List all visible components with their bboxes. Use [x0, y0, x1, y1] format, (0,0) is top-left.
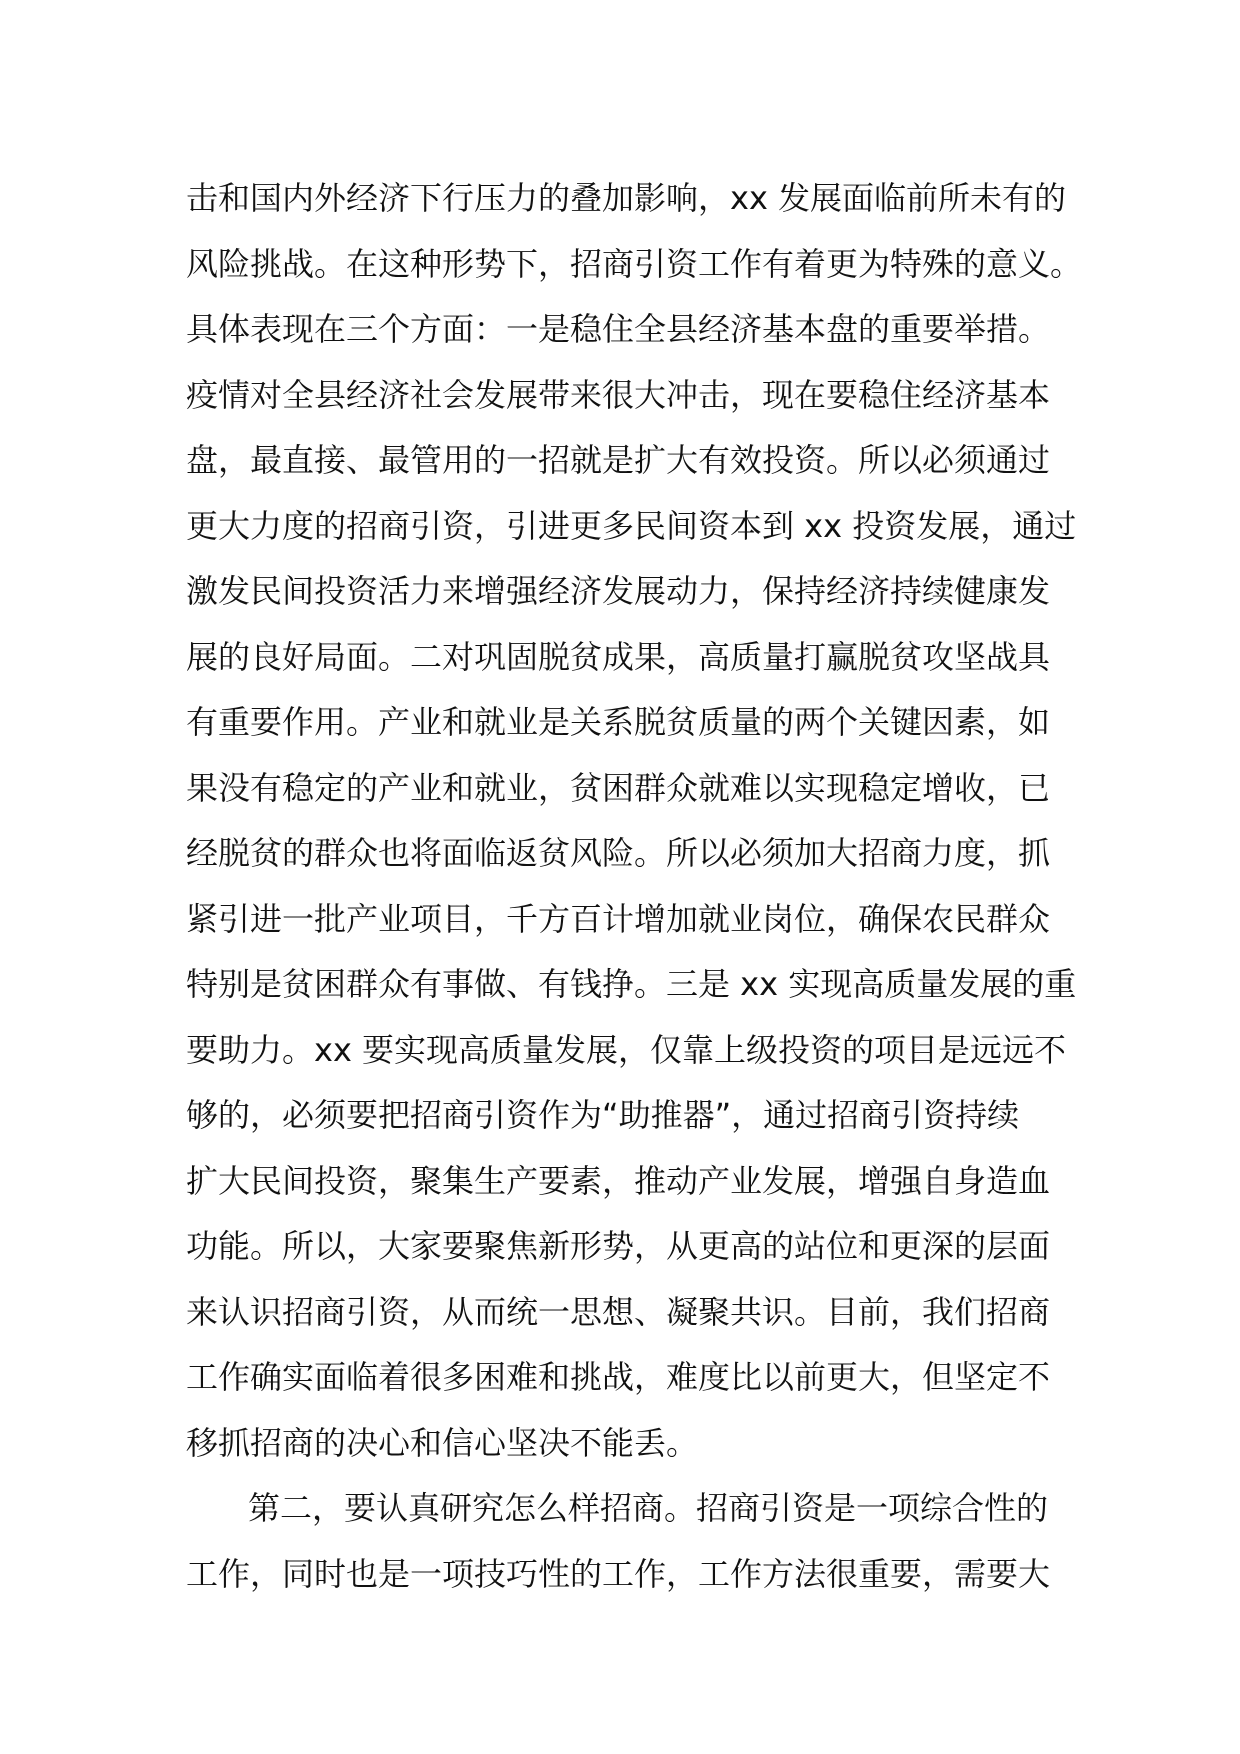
text-line: 要助力。xx 要实现高质量发展，仅靠上级投资的项目是远远不: [186, 1030, 1067, 1069]
text-line: 扩大民间投资，聚集生产要素，推动产业发展，增强自身造血: [186, 1161, 1051, 1200]
text-line: 工作，同时也是一项技巧性的工作，工作方法很重要，需要大: [186, 1554, 1051, 1593]
text-line: 更大力度的招商引资，引进更多民间资本到 xx 投资发展，通过: [186, 506, 1077, 545]
text-line: 果没有稳定的产业和就业，贫困群众就难以实现稳定增收，已: [186, 768, 1051, 807]
text-line: 展的良好局面。二对巩固脱贫成果，高质量打赢脱贫攻坚战具: [186, 637, 1051, 676]
text-line: 有重要作用。产业和就业是关系脱贫质量的两个关键因素，如: [186, 703, 1051, 741]
text-line: 激发民间投资活力来增强经济发展动力，保持经济持续健康发: [186, 572, 1051, 610]
text-line: 风险挑战。在这种形势下，招商引资工作有着更为特殊的意义。: [186, 244, 1083, 283]
text-line: 具体表现在三个方面：一是稳住全县经济基本盘的重要举措。: [186, 310, 1051, 348]
text-line: 击和国内外经济下行压力的叠加影响，xx 发展面临前所未有的: [186, 179, 1067, 217]
paragraph-start-line: 第二，要认真研究怎么样招商。招商引资是一项综合性的: [248, 1489, 1049, 1527]
text-line: 特别是贫困群众有事做、有钱挣。三是 xx 实现高质量发展的重: [186, 965, 1077, 1003]
text-line: 紧引进一批产业项目，千方百计增加就业岗位，确保农民群众: [186, 899, 1051, 938]
text-line: 盘，最直接、最管用的一招就是扩大有效投资。所以必须通过: [186, 441, 1051, 479]
text-line: 工作确实面临着很多困难和挑战，难度比以前更大，但坚定不: [186, 1358, 1051, 1396]
text-line: 经脱贫的群众也将面临返贫风险。所以必须加大招商力度，抓: [186, 834, 1051, 872]
text-line: 来认识招商引资，从而统一思想、凝聚共识。目前，我们招商: [186, 1292, 1051, 1331]
text-line: 移抓招商的决心和信心坚决不能丢。: [186, 1423, 699, 1462]
text-line: 疫情对全县经济社会发展带来很大冲击，现在要稳住经济基本: [186, 375, 1051, 414]
text-line: 功能。所以，大家要聚焦新形势，从更高的站位和更深的层面: [186, 1227, 1051, 1265]
text-line: 够的，必须要把招商引资作为“助推器”，通过招商引资持续: [186, 1096, 1020, 1134]
body-text: [186, 166, 1083, 1607]
